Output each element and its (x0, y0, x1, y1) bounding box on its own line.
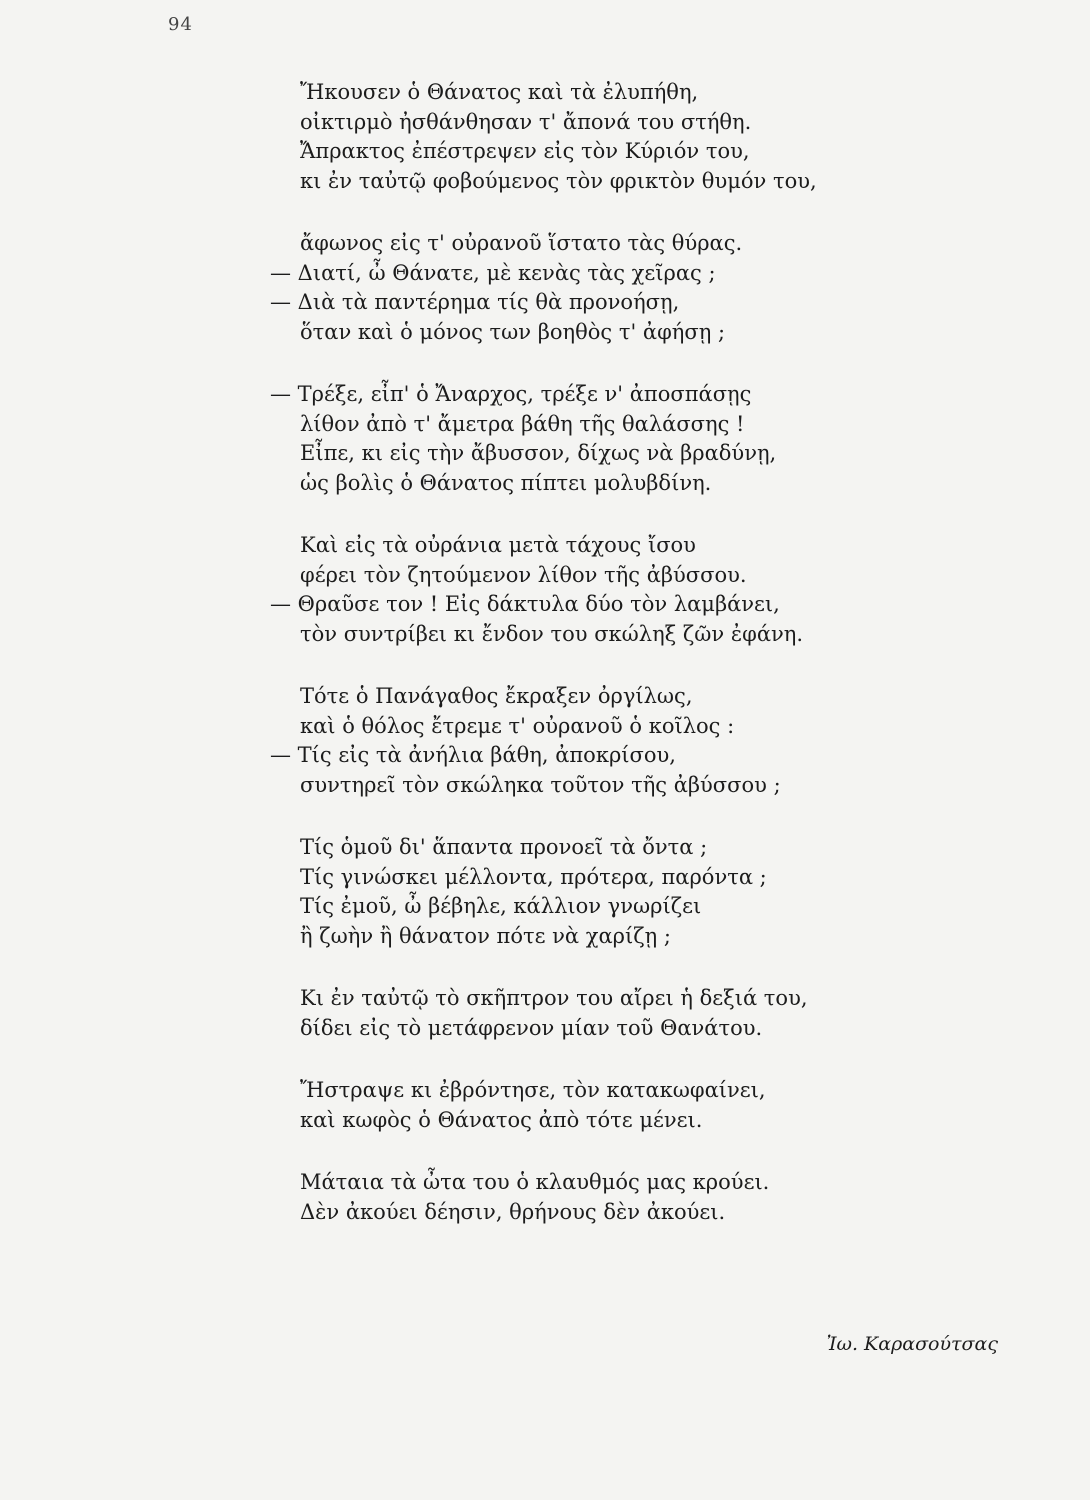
poem-line: λίθον ἀπὸ τ' ἄμετρα βάθη τῆς θαλάσσης ! (300, 411, 745, 436)
poem-line: Ἄπρακτος ἐπέστρεψεν εἰς τὸν Κύριόν του, (300, 139, 750, 163)
poem-line: Δὲν ἀκούει δέησιν, θρήνους δὲν ἀκούει. (300, 1199, 726, 1224)
author-signature: Ἰω. Καρασούτσας (826, 1333, 998, 1355)
poem-line: Κι ἐν ταὐτῷ τὸ σκῆπτρον του αἴρει ἡ δεξιά του, (300, 986, 808, 1010)
poem-line: Εἶπε, κι εἰς τὴν ἄβυσσον, δίχως νὰ βραδύνῃ, (300, 441, 777, 465)
poem-line: καὶ κωφὸς ὁ Θάνατος ἀπὸ τότε μένει. (300, 1107, 703, 1132)
poem-line: ἢ ζωὴν ἢ θάνατον πότε νὰ χαρίζῃ ; (300, 923, 671, 948)
poem-line: φέρει τὸν ζητούμενον λίθον τῆς ἀβύσσου. (300, 562, 747, 587)
stanza (270, 531, 970, 649)
stanza (270, 984, 970, 1043)
poem-line: Τότε ὁ Πανάγαθος ἔκραξεν ὀργίλως, (300, 684, 693, 708)
poem-line: ὡς βολὶς ὁ Θάνατος πίπτει μολυβδίνη. (300, 470, 712, 495)
poem-line: — Τρέξε, εἶπ' ὁ Ἄναρχος, τρέξε ν' ἀποσπάσῃς (270, 382, 752, 406)
poem-line: Ἤστραψε κι ἐβρόντησε, τὸν κατακωφαίνει, (300, 1078, 766, 1102)
stanza (270, 1168, 970, 1227)
stanza (270, 833, 970, 951)
poem-line: Τίς ὁμοῦ δι' ἅπαντα προνοεῖ τὰ ὄντα ; (300, 835, 708, 859)
poem-line: ὅταν καὶ ὁ μόνος των βοηθὸς τ' ἀφήσῃ ; (300, 319, 726, 344)
poem-line: — Διατί, ὦ Θάνατε, μὲ κενὰς τὰς χεῖρας ; (270, 260, 716, 285)
poem-line: δίδει εἰς τὸ μετάφρενον μίαν τοῦ Θανάτου. (300, 1015, 763, 1040)
poem-line: κι ἐν ταὐτῷ φοβούμενος τὸν φρικτὸν θυμόν του, (300, 168, 817, 193)
poem-line: Μάταια τὰ ὦτα του ὁ κλαυθμός μας κρούει. (300, 1170, 770, 1194)
poem-line: οἰκτιρμὸ ἠσθάνθησαν τ' ἄπονά του στήθη. (300, 109, 752, 134)
poem-line: Καὶ εἰς τὰ οὐράνια μετὰ τάχους ἴσου (300, 533, 696, 557)
poem-line: — Θραῦσε τον ! Εἰς δάκτυλα δύο τὸν λαμβάνει, (270, 592, 780, 616)
stanza (270, 380, 970, 498)
poem-line: — Τίς εἰς τὰ ἀνήλια βάθη, ἀποκρίσου, (270, 743, 676, 767)
page-number: 94 (168, 14, 193, 35)
stanza (270, 1076, 970, 1135)
stanza (270, 78, 970, 196)
poem-line: Τίς γινώσκει μέλλοντα, πρότερα, παρόντα ; (300, 864, 767, 889)
poem-line: ἄφωνος εἰς τ' οὐρανοῦ ἵστατο τὰς θύρας. (300, 231, 743, 255)
poem (270, 78, 970, 1260)
poem-line: συντηρεῖ τὸν σκώληκα τοῦτον τῆς ἀβύσσου ; (300, 772, 781, 797)
stanza (270, 229, 970, 347)
poem-line: Τίς ἐμοῦ, ὦ βέβηλε, κάλλιον γνωρίζει (300, 894, 702, 918)
poem-line: Ἤκουσεν ὁ Θάνατος καὶ τὰ ἐλυπήθη, (300, 80, 699, 104)
poem-line: καὶ ὁ θόλος ἔτρεμε τ' οὐρανοῦ ὁ κοῖλος : (300, 713, 735, 738)
stanza (270, 682, 970, 800)
poem-line: — Διὰ τὰ παντέρημα τίς θὰ προνοήσῃ, (270, 290, 680, 314)
poem-line: τὸν συντρίβει κι ἔνδον του σκώληξ ζῶν ἐφάνη. (300, 621, 804, 646)
